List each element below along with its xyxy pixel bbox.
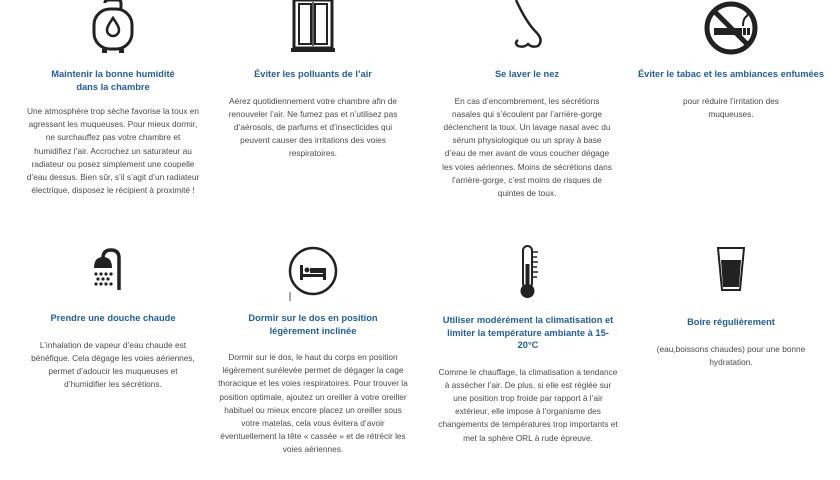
tip-card-drink <box>636 244 826 369</box>
shower-icon <box>89 244 137 294</box>
tip-title: Éviter les polluants de l’air <box>254 69 372 79</box>
tip-text: Dormir sur le dos, le haut du corps en position légèrement surélevée permet de dégager la cage thoracique et les voies respiratoires. Pour trouver la position optimale, ajoutez un oreiller à votre oreiller habituel ou mieux encore placez un oreiller sous votre matelas, cela vous évitera d’avoir éventuellement la tête « cassée » et de rétrécir les voies aériennes. <box>218 352 408 455</box>
tip-text: L’inhalation de vapeur d’eau chaude est bénéfique. Cela dégage les voies aériennes, permet d’adoucir les muqueuses et d’humidifier les sécrétions. <box>31 339 195 390</box>
tip-title: Maintenir la bonne humidité dans la chambre <box>51 69 175 92</box>
glass-icon <box>713 244 749 294</box>
tip-text: Aérez quotidiennement votre chambre afin de renouveler l’air. Ne fumez pas et n’utilisez pas d’aérosols, de parfums et d’insecticides qui peuvent causer des irritations des voies respiratoires. <box>228 95 398 159</box>
bed-icon <box>288 244 338 302</box>
tip-text: Une atmosphère trop sèche favorise la toux en agressant les muqueuses. Pour mieux dormir, ne surchauffez pas votre chambre et humidifiez l’air. Accrochez un saturateur au radiateur ou posez simplement une coupelle d’eau dessus. Bien sûr, s’il s’agit d’un radiateur électrique, disposez le récipient à proximité ! <box>26 106 200 196</box>
tip-title: Se laver le nez <box>494 69 560 79</box>
tip-title: Prendre une douche chaude <box>50 313 176 323</box>
tip-title: Dormir sur le dos en position légèrement inclinée <box>248 313 378 336</box>
tip-card-humidity <box>18 0 208 197</box>
tip-text: (eau,boissons chaudes) pour une bonne hydratation. <box>656 343 806 367</box>
tip-card-nose <box>432 0 622 200</box>
no-smoking-icon <box>703 0 759 56</box>
tip-text: pour réduire l’irritation des muqueuses. <box>683 95 779 119</box>
tip-title: Boire régulièrement <box>687 317 775 327</box>
tip-title: Utiliser modérément la climatisation et limiter la température ambiante à 15-20°C <box>442 315 614 350</box>
tip-card-shower <box>18 244 208 391</box>
tip-text: En cas d’encombrement, les sécrétions nasales qui s’écoulent par l’arrière-gorge déclenchent la toux. Un lavage nasal avec du sérum physiologique ou un spray à base d’eau de mer avant de vous coucher dégage les voies aériennes. Moins de sécrétions dans l’arrière-gorge, c’est moins de risques de quintes de toux. <box>442 95 612 198</box>
tip-text: Comme le chauffage, la climatisation a tendance à assécher l’air. De plus, si elle est réglée sur une position trop froide par rapport à l’air extérieur, elle impose à l’organisme des changements de températures trop importants et met la sphère ORL à rude épreuve. <box>438 366 618 443</box>
tip-card-pollutants <box>218 0 408 161</box>
window-icon <box>288 0 338 56</box>
tip-title: Éviter le tabac et les ambiances enfumées <box>637 69 825 79</box>
nose-icon <box>502 0 552 56</box>
tip-card-tobacco <box>636 0 826 121</box>
tip-card-sleep-position <box>208 244 418 457</box>
humidifier-icon <box>88 0 138 56</box>
tip-card-air-conditioning <box>430 244 626 445</box>
thermometer-icon <box>513 244 543 300</box>
